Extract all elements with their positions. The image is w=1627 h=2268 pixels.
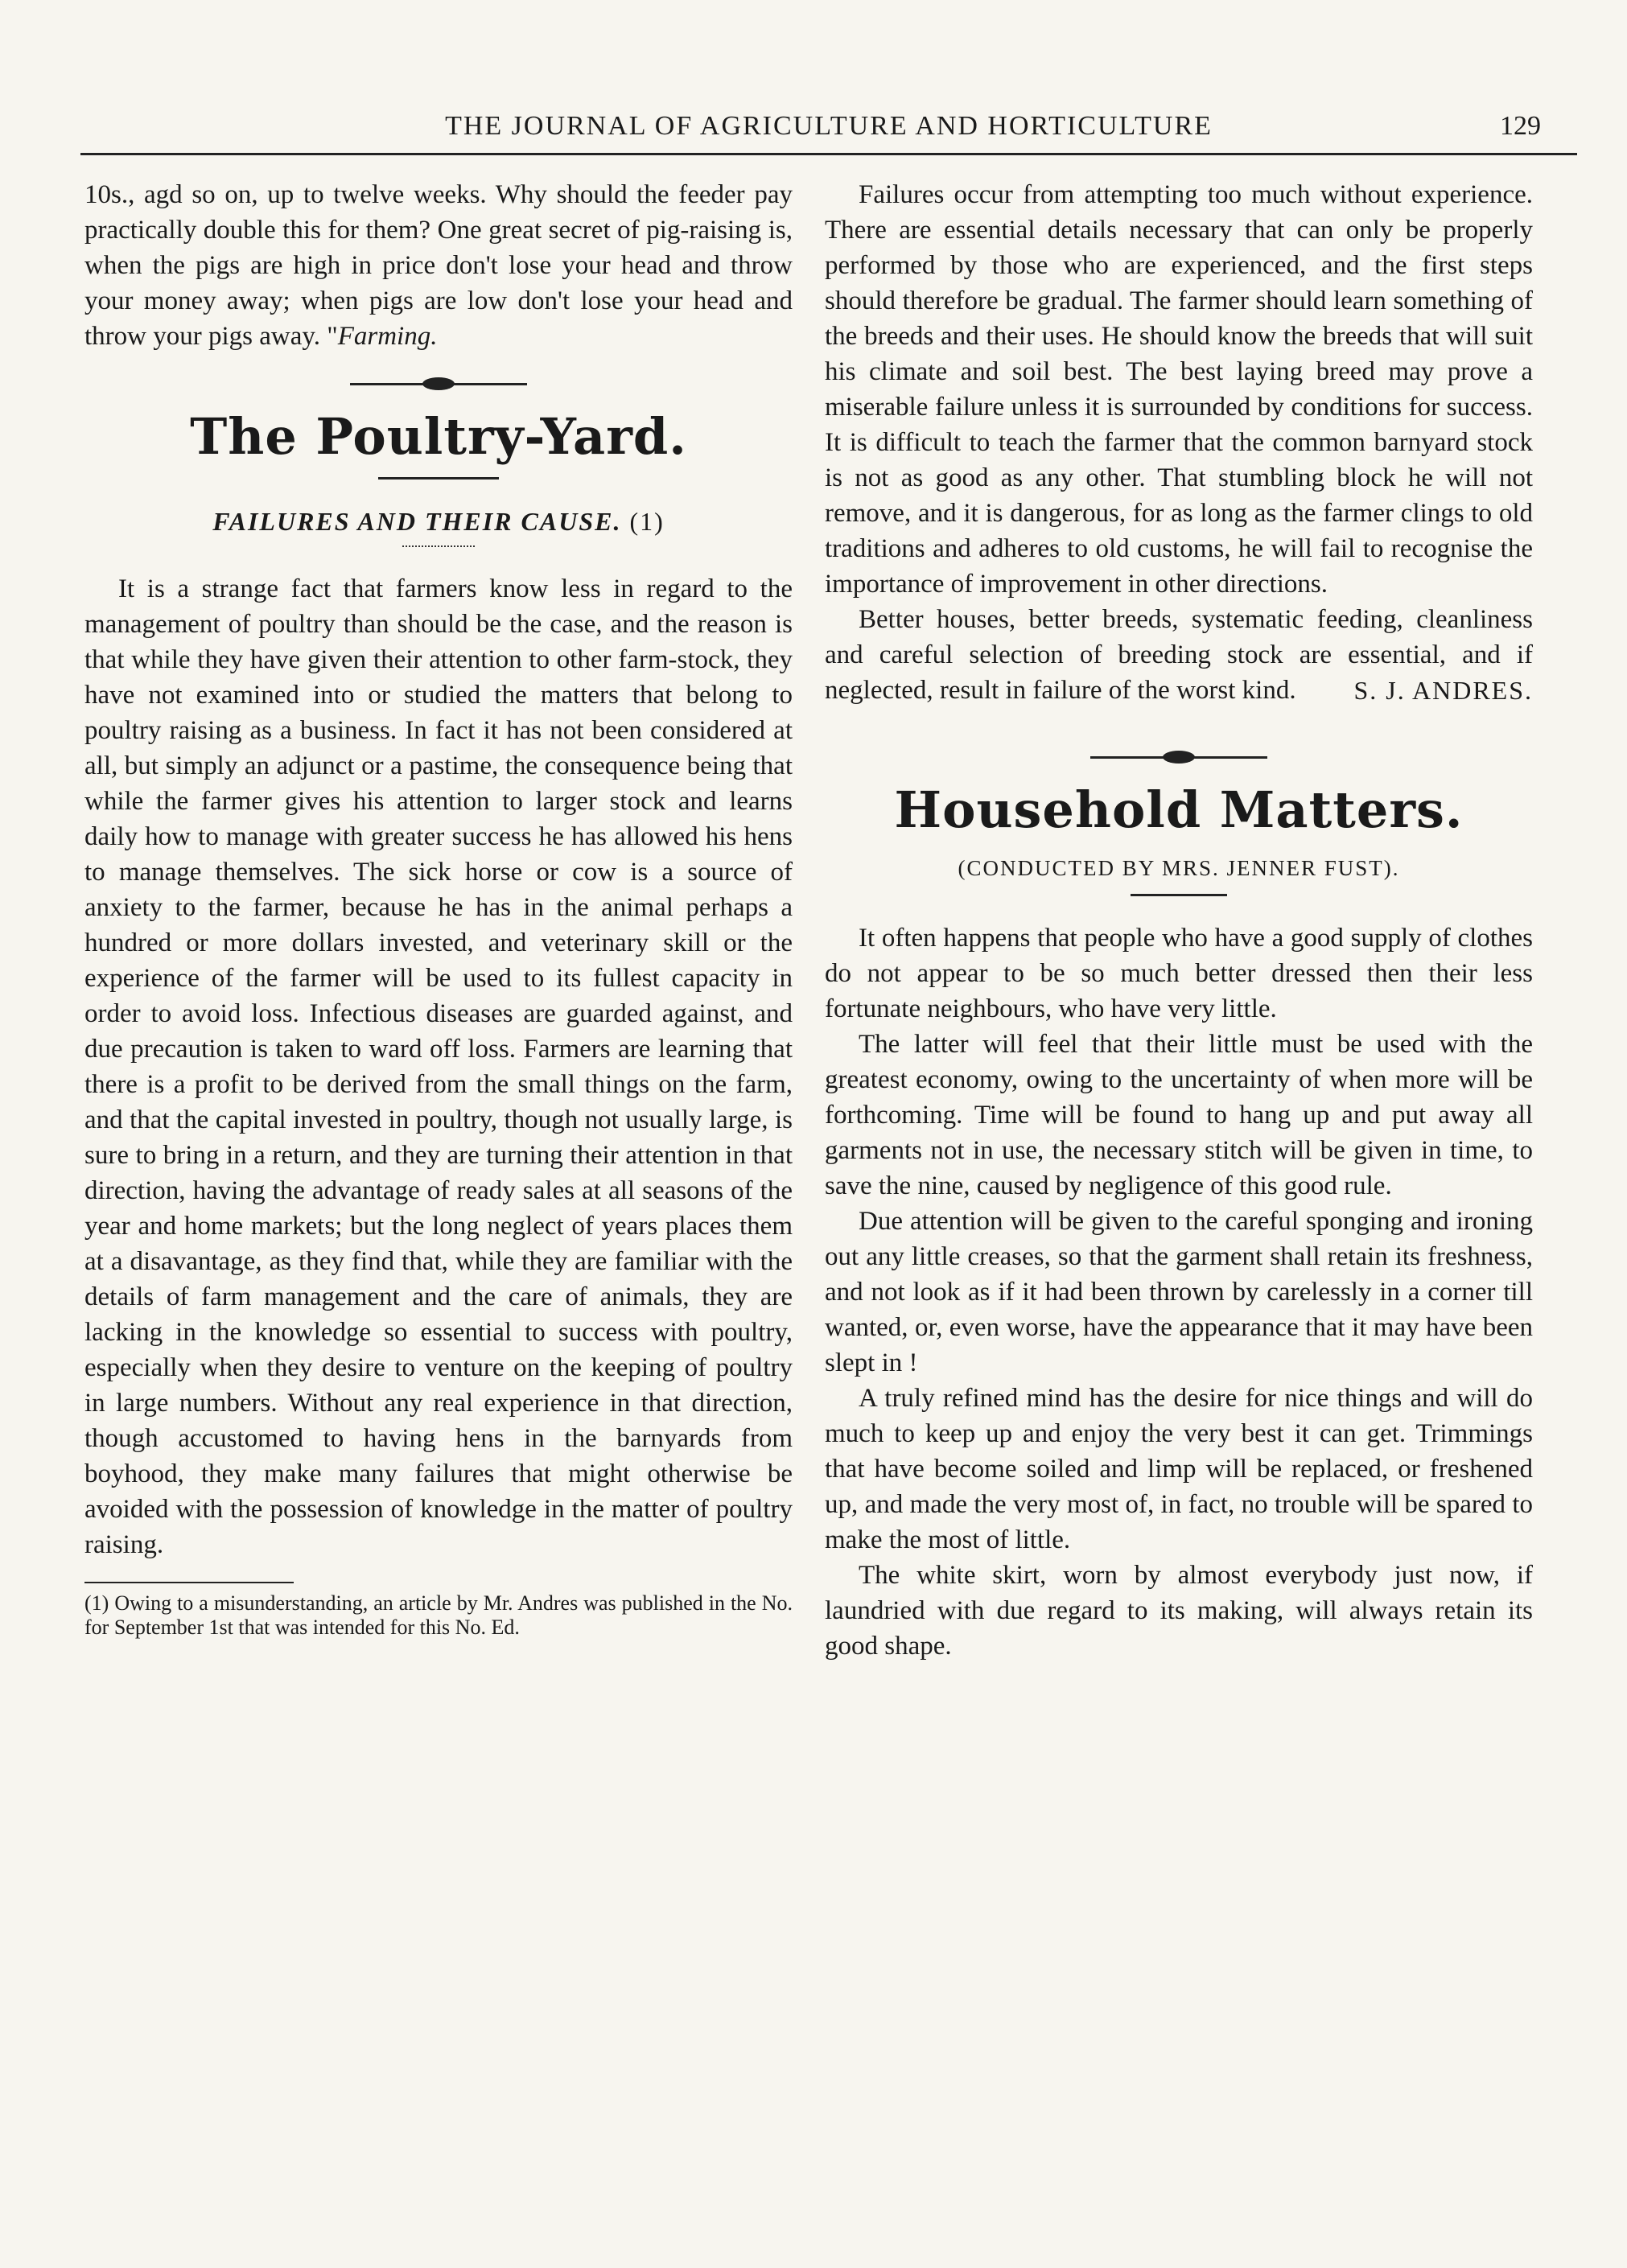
continuation-text: 10s., agd so on, up to twelve weeks. Why should the feeder pay practically double this for them? One great secret of pig-raising is, when the pigs are high in price don't lose your head and throw your money away; when pigs are low don't lose your head and throw your pigs away. " xyxy=(84,180,793,351)
ornament-divider xyxy=(350,383,527,385)
conducted-by: (CONDUCTED BY MRS. JENNER FUST). xyxy=(958,856,1400,880)
article-title-text: FAILURES AND THEIR CAUSE. xyxy=(212,507,622,536)
signature: S. J. ANDRES. xyxy=(1353,676,1533,705)
article-paragraph: It is a strange fact that farmers know less in regard to the management of poultry than should be the case, and the reason is that while they have given their attention to other farm-stock, they have not examined into or studied the matters that belong to poultry raising as a business. In fact it has not been considered at all, but simply an adjunct or a pastime, the consequence being that while the farmer gives his attention to larger stock and learns daily how to manage with greater success he has allowed his hens to manage themselves. The sick horse or cow is a source of anxiety to the farmer, because he has in the animal perhaps a hundred or more dollars invested, and veterinary skill or the experience of the farmer will be used to its fullest capacity in order to avoid loss. Infectious diseases are guarded against, and due precaution is taken to ward off loss. Farmers are learning that there is a profit to be derived from the small things on the farm, and that the capital invested in poultry, though not usually large, is sure to bring in a return, and they are turning their attention in that direction, having the advantage of ready sales at all seasons of the year and home markets; but the long neglect of years places them at a disavantage, as they find that, while they are familiar with the details of farm management and the care of animals, they are lacking in the knowledge so essential to success with poultry, especially when they desire to venture on the keeping of poultry in large numbers. Without any real experience in that direction, though accustomed to having hens in the barnyards from boyhood, they make many failures that might otherwise be avoided with the possession of knowledge in the matter of poultry raising. xyxy=(84,574,793,1559)
household-paragraph: It often happens that people who have a good supply of clothes do not appear to be so much better dressed then their less fortunate neighbours, who have very little. xyxy=(825,924,1533,1023)
household-paragraph: Due attention will be given to the careful sponging and ironing out any little creases, so that the garment shall retain its freshness, and not look as if it had been thrown by carelessly in a corner till wanted, or, even worse, have the appearance that it may have been slept in ! xyxy=(825,1207,1533,1377)
page-number: 129 xyxy=(1500,111,1541,141)
poultry-paragraph: Better houses, better breeds, systematic feeding, cleanliness and careful selection of breeding stock are essential, and if neglected, result in failure of the worst kind. xyxy=(825,605,1533,705)
right-column xyxy=(825,177,1533,2237)
section-rule xyxy=(378,477,499,480)
section-rule xyxy=(1131,894,1227,896)
household-paragraph: The latter will feel that their little must be used with the greatest economy, owing to the uncertainty of when more will be forthcoming. Time will be found to hang up and put away all garments not in use, the necessary stitch will be given in time, to save the nine, caused by negligence of this good rule. xyxy=(825,1030,1533,1200)
footnote-marker: (1) xyxy=(629,507,665,536)
left-column xyxy=(84,177,793,2237)
household-paragraph: The white skirt, worn by almost everybody just now, if laundried with due regard to its making, will always retain its good shape. xyxy=(825,1561,1533,1661)
poultry-paragraph: Failures occur from attempting too much without experience. There are essential details necessary that can only be properly performed by those who are experienced, and the first steps should therefore be gradual. The farmer should learn something of the breeds and their uses. He should know the breeds that will suit his climate and soil best. The best laying breed may prove a miserable failure unless it is surrounded by conditions for success. It is difficult to teach the farmer that the common barnyard stock is not as good as any other. That stumbling block he will not remove, and it is dangerous, for as long as the farmer clings to old traditions and adheres to old customs, he will fail to recognise the importance of improvement in other directions. xyxy=(825,180,1533,599)
continuation-source: Farming. xyxy=(337,322,438,351)
section-title-household: Household Matters. xyxy=(894,780,1464,839)
article-title xyxy=(84,504,793,539)
section-title-poultry: The Poultry-Yard. xyxy=(190,407,687,466)
ornament-divider xyxy=(1090,756,1267,759)
household-paragraph: A truly refined mind has the desire for nice things and will do much to keep up and enjoy the very best it can get. Trimmings that have become soiled and limp will be replaced, or freshened up, and made the very most of, in fact, no trouble will be spared to make the most of little. xyxy=(825,1384,1533,1554)
footnote: (1) Owing to a misunderstanding, an article by Mr. Andres was published in the No. for September 1st that was intended for this No. Ed. xyxy=(84,1591,793,1639)
continuation-paragraph xyxy=(84,177,793,354)
running-title: THE JOURNAL OF AGRICULTURE AND HORTICULTURE xyxy=(445,111,1213,141)
header-rule xyxy=(80,153,1577,155)
page-header xyxy=(80,111,1577,159)
article-rule xyxy=(402,545,475,547)
footnote-rule xyxy=(84,1582,294,1583)
